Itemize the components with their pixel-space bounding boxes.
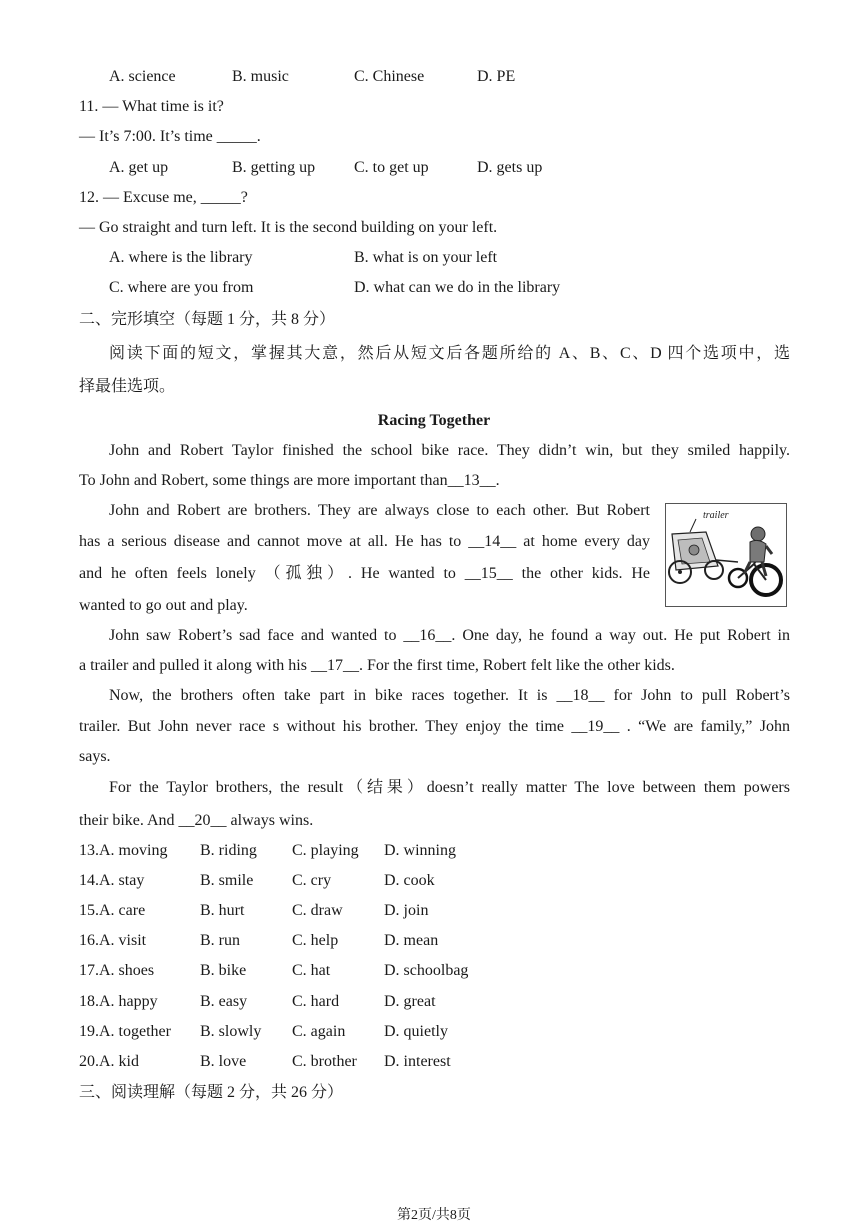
q20-option-d: D. interest: [384, 1053, 451, 1070]
q20-option-c: C. brother: [292, 1053, 357, 1070]
q16-option-b: B. run: [200, 932, 240, 949]
q13-option-b: B. riding: [200, 842, 257, 859]
passage-p1-line1: John and Robert Taylor finished the school bike race. They didn’t win, but they smiled happily.: [109, 442, 790, 459]
passage-p5-line1: For the Taylor brothers, the result（结果）doesn’t really matter The love between them powers: [109, 779, 790, 796]
q13-option-d: D. winning: [384, 842, 456, 859]
q19-option-b: B. slowly: [200, 1023, 262, 1040]
passage-p2-line4: wanted to go out and play.: [79, 597, 248, 614]
q15-option-c: C. draw: [292, 902, 343, 919]
passage-p3-line1: John saw Robert’s sad face and wanted to __16__. One day, he found a way out. He put Robert in: [109, 627, 790, 644]
q10-option-c: C. Chinese: [354, 68, 425, 85]
q18-option-c: C. hard: [292, 993, 340, 1010]
q13-option-a: 13.A. moving: [79, 842, 168, 859]
q12-option-a: A. where is the library: [109, 249, 253, 266]
q11-option-b: B. getting up: [232, 159, 316, 176]
passage-p2-line2: has a serious disease and cannot move at all. He has to __14__ at home every day: [79, 533, 650, 550]
q19-option-c: C. again: [292, 1023, 346, 1040]
q18-option-d: D. great: [384, 993, 436, 1010]
section2-instruction-line1: 阅读下面的短文，掌握其大意，然后从短文后各题所给的 A、B、C、D 四个选项中，选: [109, 345, 790, 362]
q13-option-c: C. playing: [292, 842, 359, 859]
q11-option-d: D. gets up: [477, 159, 543, 176]
q16-option-d: D. mean: [384, 932, 439, 949]
section2-instruction-line2: 择最佳选项。: [79, 378, 176, 395]
q15-option-d: D. join: [384, 902, 429, 919]
q16-option-a: 16.A. visit: [79, 932, 147, 949]
q12-question: 12. — Excuse me, _____?: [79, 189, 248, 206]
q14-option-a: 14.A. stay: [79, 872, 145, 889]
q20-option-b: B. love: [200, 1053, 247, 1070]
q17-option-c: C. hat: [292, 962, 331, 979]
trailer-label: trailer: [703, 510, 729, 521]
q11-option-a: A. get up: [109, 159, 169, 176]
section3-heading: 三、阅读理解（每题 2 分，共 26 分）: [79, 1084, 344, 1101]
page-footer: 第2页/共8页: [397, 1208, 471, 1223]
passage-p3-line2: a trailer and pulled it along with his __17__. For the first time, Robert felt like the other kids.: [79, 657, 675, 674]
q10-option-b: B. music: [232, 68, 289, 85]
passage-p5-line2: their bike. And __20__ always wins.: [79, 812, 314, 829]
q14-option-b: B. smile: [200, 872, 254, 889]
q20-option-a: 20.A. kid: [79, 1053, 139, 1070]
q14-option-d: D. cook: [384, 872, 435, 889]
q17-option-a: 17.A. shoes: [79, 962, 155, 979]
passage-p4-line3: says.: [79, 748, 111, 765]
q15-option-b: B. hurt: [200, 902, 245, 919]
passage-p1-line2: To John and Robert, some things are more important than__13__.: [79, 472, 500, 489]
q12-option-b: B. what is on your left: [354, 249, 498, 266]
q12-answer: — Go straight and turn left. It is the second building on your left.: [79, 219, 498, 236]
q12-option-c: C. where are you from: [109, 279, 254, 296]
passage-p4-line1: Now, the brothers often take part in bike races together. It is __18__ for John to pull Robert’s: [109, 687, 790, 704]
passage-p2-line1: John and Robert are brothers. They are always close to each other. But Robert: [109, 502, 650, 519]
q12-option-d: D. what can we do in the library: [354, 279, 561, 296]
q15-option-a: 15.A. care: [79, 902, 146, 919]
passage-title: Racing Together: [377, 412, 491, 429]
q14-option-c: C. cry: [292, 872, 332, 889]
bike-trailer-illustration: [665, 503, 787, 607]
q18-option-b: B. easy: [200, 993, 248, 1010]
q11-answer: — It’s 7:00. It’s time _____.: [79, 128, 261, 145]
q16-option-c: C. help: [292, 932, 339, 949]
q17-option-b: B. bike: [200, 962, 247, 979]
bike-trailer-drawing: [666, 504, 786, 606]
q19-option-a: 19.A. together: [79, 1023, 171, 1040]
q11-question: 11. — What time is it?: [79, 98, 224, 115]
q17-option-d: D. schoolbag: [384, 962, 469, 979]
section2-heading: 二、完形填空（每题 1 分，共 8 分）: [79, 311, 336, 328]
q10-option-d: D. PE: [477, 68, 516, 85]
q11-option-c: C. to get up: [354, 159, 429, 176]
q19-option-d: D. quietly: [384, 1023, 448, 1040]
passage-p2-line3: and he often feels lonely （孤独）. He wanted to __15__ the other kids. He: [79, 565, 650, 582]
q10-option-a: A. science: [109, 68, 176, 85]
passage-p4-line2: trailer. But John never race s without his brother. They enjoy the time __19__ . “We are family,” John: [79, 718, 790, 735]
q18-option-a: 18.A. happy: [79, 993, 158, 1010]
